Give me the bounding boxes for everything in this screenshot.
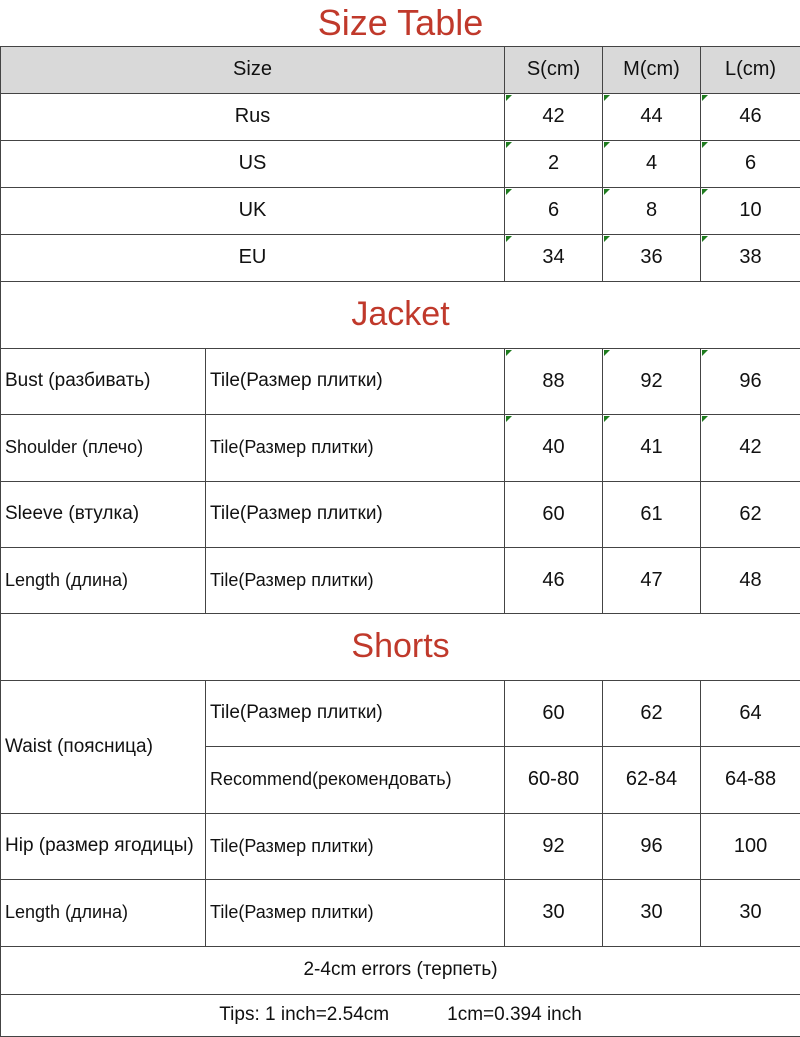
size-row-eu xyxy=(1,234,800,281)
value-s: 60 xyxy=(505,680,603,746)
jacket-row-length xyxy=(1,547,800,613)
size-row-us xyxy=(1,140,800,187)
size-header: Size xyxy=(1,46,505,93)
size-label: UK xyxy=(1,187,505,234)
measure-label: Shoulder (плечо) xyxy=(1,414,206,481)
measure-label-waist: Waist (поясница) xyxy=(1,680,206,813)
shorts-row-hip xyxy=(1,813,800,879)
jacket-row-shoulder xyxy=(1,414,800,481)
value-l: 42 xyxy=(701,414,800,481)
measure-method: Tile(Размер плитки) xyxy=(206,879,505,946)
value-m: 41 xyxy=(603,414,701,481)
value-l: 96 xyxy=(701,348,800,414)
measure-method: Tile(Размер плитки) xyxy=(206,414,505,481)
measure-method: Tile(Размер плитки) xyxy=(206,547,505,613)
value-s: 34 xyxy=(505,234,603,281)
value-s: 60-80 xyxy=(505,746,603,813)
measure-method: Tile(Размер плитки) xyxy=(206,481,505,547)
measure-method: Tile(Размер плитки) xyxy=(206,813,505,879)
value-l: 30 xyxy=(701,879,800,946)
value-s: 30 xyxy=(505,879,603,946)
value-l: 6 xyxy=(701,140,800,187)
jacket-title: Jacket xyxy=(1,281,800,348)
shorts-title: Shorts xyxy=(1,613,800,680)
size-row-rus xyxy=(1,93,800,140)
value-m: 62 xyxy=(603,680,701,746)
tips-inch: Tips: 1 inch=2.54cm xyxy=(219,1004,389,1025)
value-m: 62-84 xyxy=(603,746,701,813)
value-l: 38 xyxy=(701,234,800,281)
measure-label: Hip (размер ягодицы) xyxy=(1,813,206,879)
errors-note: 2-4cm errors (терпеть) xyxy=(1,946,800,994)
size-label: US xyxy=(1,140,505,187)
value-s: 42 xyxy=(505,93,603,140)
value-l: 48 xyxy=(701,547,800,613)
size-row-uk xyxy=(1,187,800,234)
value-s: 88 xyxy=(505,348,603,414)
value-m: 30 xyxy=(603,879,701,946)
tips-cm: 1cm=0.394 inch xyxy=(447,1004,582,1025)
col-header-s: S(cm) xyxy=(505,46,603,93)
col-header-l: L(cm) xyxy=(701,46,800,93)
value-s: 2 xyxy=(505,140,603,187)
measure-label: Length (длина) xyxy=(1,547,206,613)
value-s: 60 xyxy=(505,481,603,547)
jacket-row-sleeve xyxy=(1,481,800,547)
value-l: 64 xyxy=(701,680,800,746)
value-m: 47 xyxy=(603,547,701,613)
jacket-row-bust xyxy=(1,348,800,414)
size-label: EU xyxy=(1,234,505,281)
measure-method: Tile(Размер плитки) xyxy=(206,680,505,746)
value-s: 40 xyxy=(505,414,603,481)
value-m: 61 xyxy=(603,481,701,547)
value-s: 92 xyxy=(505,813,603,879)
shorts-row-length xyxy=(1,879,800,946)
value-l: 62 xyxy=(701,481,800,547)
measure-method: Recommend(рекомендовать) xyxy=(206,746,505,813)
value-l: 100 xyxy=(701,813,800,879)
value-s: 6 xyxy=(505,187,603,234)
value-m: 8 xyxy=(603,187,701,234)
col-header-m: M(cm) xyxy=(603,46,701,93)
measure-label: Bust (разбивать) xyxy=(1,348,206,414)
value-m: 92 xyxy=(603,348,701,414)
measure-label: Sleeve (втулка) xyxy=(1,481,206,547)
measure-label: Length (длина) xyxy=(1,879,206,946)
size-label: Rus xyxy=(1,93,505,140)
chart-title: Size Table xyxy=(1,0,800,46)
value-l: 10 xyxy=(701,187,800,234)
measure-method: Tile(Размер плитки) xyxy=(206,348,505,414)
shorts-row-waist-tile xyxy=(1,680,800,746)
value-s: 46 xyxy=(505,547,603,613)
value-m: 4 xyxy=(603,140,701,187)
header-row xyxy=(1,46,800,93)
value-l: 64-88 xyxy=(701,746,800,813)
value-m: 44 xyxy=(603,93,701,140)
value-m: 36 xyxy=(603,234,701,281)
value-m: 96 xyxy=(603,813,701,879)
value-l: 46 xyxy=(701,93,800,140)
